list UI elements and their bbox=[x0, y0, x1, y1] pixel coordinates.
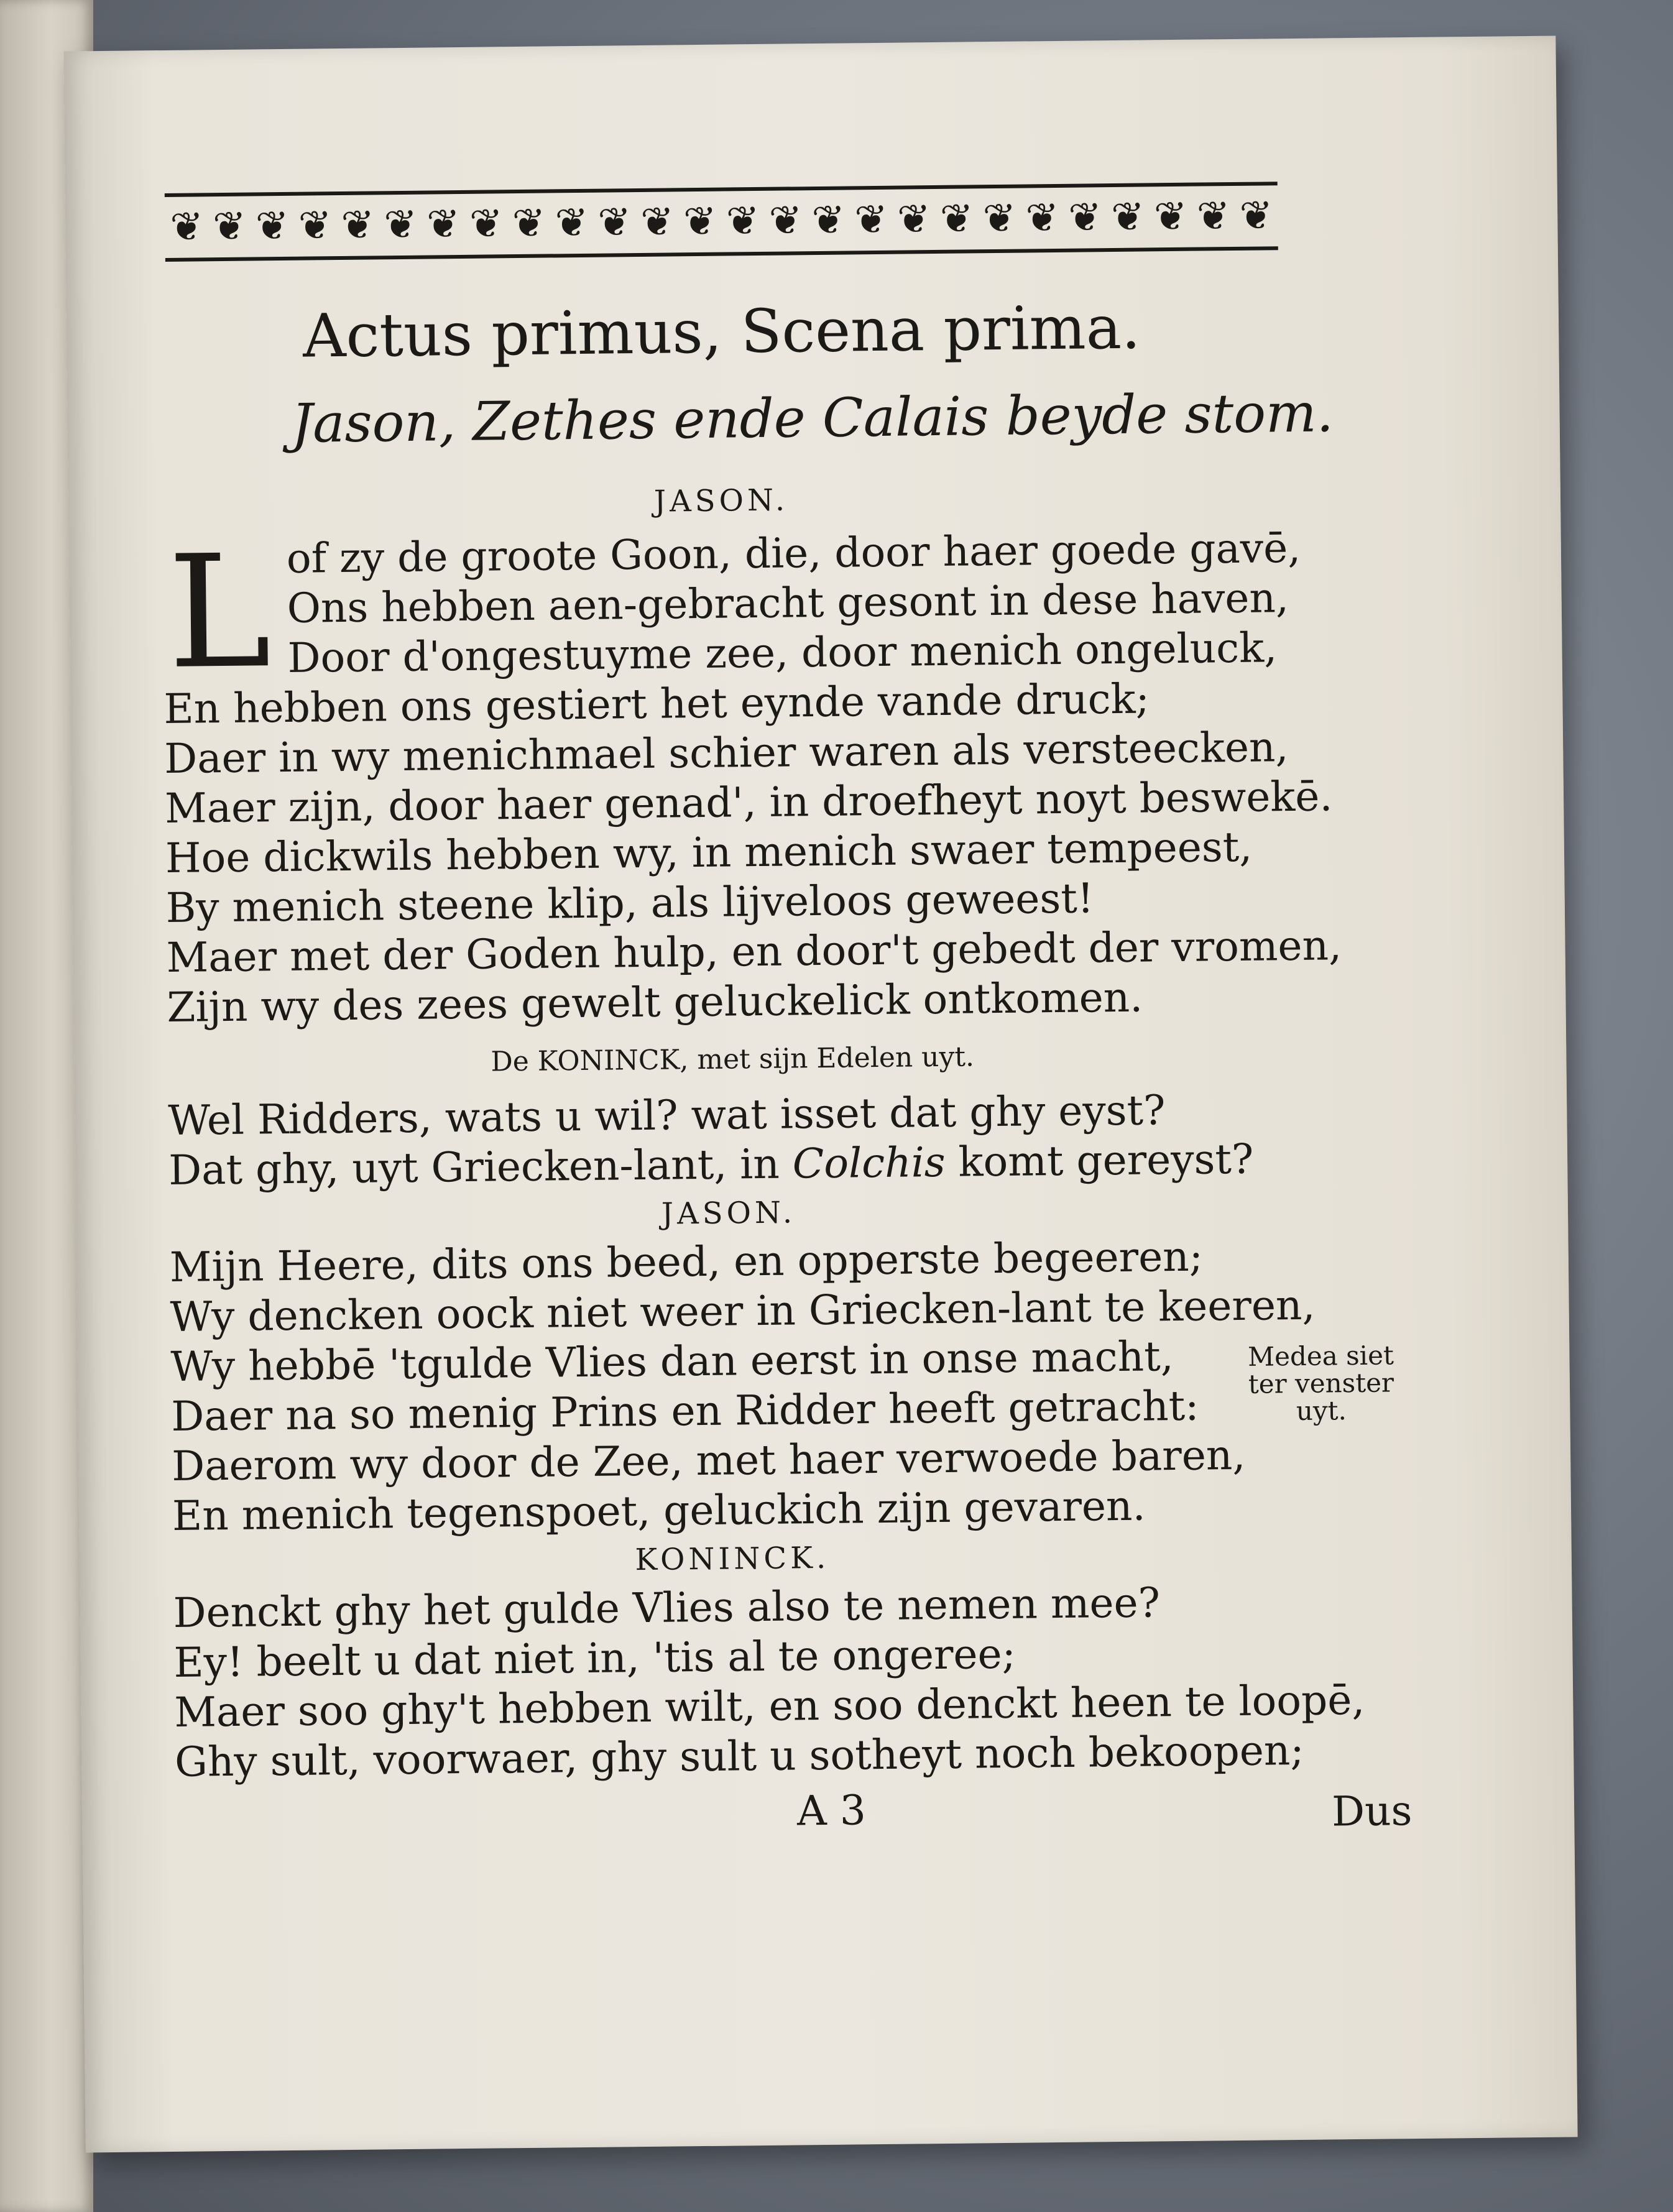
speech-jason-2 bbox=[169, 1229, 1478, 1541]
fleuron-icon: ❦ bbox=[255, 203, 289, 250]
fleuron-icon: ❦ bbox=[726, 198, 760, 245]
verse-line: Daerom wy door de Zee, met haer verwoede baren, bbox=[171, 1431, 1246, 1491]
fleuron-icon: ❦ bbox=[426, 201, 461, 248]
verse-line: of zy de groote Goon, die, door haer goede gavē, bbox=[286, 524, 1301, 583]
fleuron-icon: ❦ bbox=[341, 202, 375, 249]
fleuron-icon: ❦ bbox=[1025, 195, 1059, 242]
signature-mark: A 3 bbox=[796, 1786, 867, 1835]
stage-direction-koninck: De KONINCK, met sijn Edelen uyt. bbox=[491, 1041, 975, 1078]
fleuron-icon: ❦ bbox=[939, 196, 974, 242]
page-text bbox=[159, 180, 1482, 1850]
fleuron-icon: ❦ bbox=[811, 197, 846, 244]
fleuron-icon: ❦ bbox=[683, 198, 717, 246]
margin-note-line: ter venster bbox=[1248, 1367, 1394, 1400]
fleuron-icon: ❦ bbox=[1067, 195, 1102, 241]
catchword: Dus bbox=[1331, 1787, 1413, 1836]
fleuron-icon: ❦ bbox=[169, 204, 204, 251]
fleuron-icon: ❦ bbox=[768, 198, 803, 244]
verse-line: Wel Ridders, wats u wil? wat isset dat ghy eyst? bbox=[167, 1086, 1166, 1145]
fleuron-icon: ❦ bbox=[896, 196, 931, 243]
fleuron-icon: ❦ bbox=[854, 196, 888, 244]
fleuron-icon: ❦ bbox=[640, 199, 675, 246]
verse-line: Zijn wy des zees gewelt geluckelick ontkomen. bbox=[167, 973, 1143, 1032]
verse-line: Hoe dickwils hebben wy, in menich swaer tempeest, bbox=[165, 823, 1253, 883]
fleuron-icon: ❦ bbox=[597, 200, 632, 246]
speaker-koninck: KONINCK. bbox=[635, 1541, 830, 1578]
fleuron-icon: ❦ bbox=[982, 195, 1016, 242]
verse-line: Ghy sult, voorwaer, ghy sult u sotheyt noch bekoopen; bbox=[174, 1726, 1304, 1787]
verse-line: By menich steene klip, als lijveloos geweest! bbox=[165, 874, 1094, 933]
verse-line: Ons hebben aen-gebracht gesont in dese haven, bbox=[287, 574, 1289, 633]
verse-text: Dat ghy, uyt Griecken-lant, in bbox=[168, 1140, 793, 1195]
speech-koninck-1 bbox=[168, 1082, 1475, 1196]
book-page bbox=[63, 36, 1577, 2153]
fleuron-icon: ❦ bbox=[469, 201, 504, 247]
verse-line: En menich tegenspoet, geluckich zijn gevaren. bbox=[172, 1482, 1146, 1541]
verse-line: En hebben ons gestiert het eynde vande druck; bbox=[164, 675, 1150, 734]
fleuron-icon: ❦ bbox=[298, 203, 332, 249]
drop-capital: L bbox=[167, 521, 272, 704]
verse-line: Maer soo ghy't hebben wilt, en soo denckt heen te loopē, bbox=[173, 1676, 1365, 1737]
speaker-jason: JASON. bbox=[661, 1195, 796, 1232]
margin-note-line: Medea siet bbox=[1247, 1340, 1394, 1373]
fleuron-icon: ❦ bbox=[555, 200, 589, 247]
margin-note-line: uyt. bbox=[1296, 1395, 1347, 1427]
verse-line: Mijn Heere, dits ons beed, en opperste begeeren; bbox=[169, 1232, 1204, 1292]
verse-line: Maer zijn, door haer genad', in droefheyt noyt beswekē. bbox=[164, 772, 1333, 833]
place-name-italic: Colchis bbox=[792, 1138, 946, 1188]
marginal-stage-note bbox=[1240, 1342, 1402, 1426]
fleuron-icon: ❦ bbox=[383, 201, 418, 249]
speech-koninck-2 bbox=[173, 1575, 1480, 1787]
verse-text: komt gereyst? bbox=[945, 1135, 1254, 1187]
verse-line: Daer na so menig Prins en Ridder heeft getracht: bbox=[170, 1381, 1199, 1441]
page-footer bbox=[175, 1780, 1482, 1850]
verse-line: Wy dencken oock niet weer in Griecken-lant te keeren, bbox=[170, 1281, 1316, 1342]
verse-line: Door d'ongestuyme zee, door menich ongeluck, bbox=[287, 624, 1278, 683]
fleuron-icon: ❦ bbox=[512, 200, 546, 247]
act-heading: Actus primus, Scena prima. bbox=[302, 292, 1141, 371]
verse-line: Wy hebbē 'tgulde Vlies dan eerst in onse macht, bbox=[170, 1332, 1174, 1391]
fleuron-icon: ❦ bbox=[212, 203, 247, 251]
fleuron-icon: ❦ bbox=[1110, 194, 1145, 241]
ornament-border bbox=[165, 182, 1278, 262]
verse-line: Daer in wy menichmael schier waren als versteecken, bbox=[164, 723, 1289, 783]
verse-line: Maer met der Goden hulp, en door't gebedt der vromen, bbox=[166, 921, 1342, 982]
scene-characters: Jason, Zethes ende Calais beyde stom. bbox=[291, 381, 1334, 455]
speech-jason-1 bbox=[162, 522, 1473, 1033]
verse-line: Denckt ghy het gulde Vlies also te nemen mee? bbox=[173, 1578, 1161, 1638]
fleuron-icon: ❦ bbox=[1239, 193, 1273, 239]
verse-line: Ey! beelt u dat niet in, 'tis al te ongeree; bbox=[173, 1629, 1016, 1687]
fleuron-icon: ❦ bbox=[1153, 193, 1187, 241]
speaker-jason: JASON. bbox=[653, 482, 789, 519]
fleuron-icon: ❦ bbox=[1196, 193, 1230, 240]
